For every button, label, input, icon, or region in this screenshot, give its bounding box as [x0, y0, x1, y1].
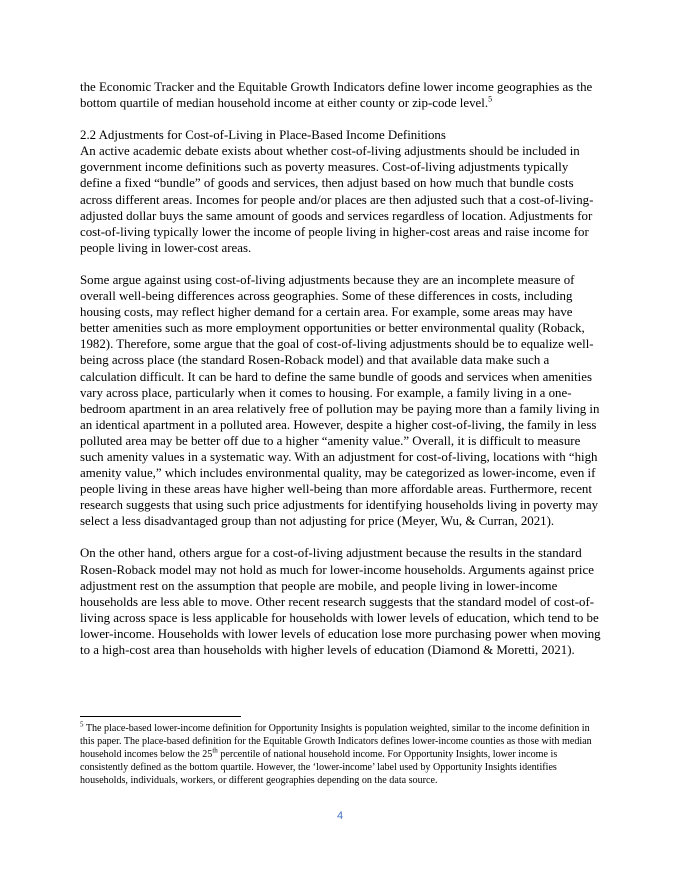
footnote-text-part-2: percentile of national household income. For Opportunity Insights, lower income is consistently defined as the bottom quartile. However, the ‘lower-income’ label used by Opportunity Insights identifies households, individuals, workers, or different geographies depending on the data source. — [80, 749, 558, 787]
footnote-text-part-1: The place-based lower-income definition for Opportunity Insights is population weighted, similar to the income definition in this paper. The place-based definition for the Equitable Growth Indicators defines lower-income counties as those with median household incomes below the 25 — [80, 723, 592, 761]
document-body — [80, 79, 602, 658]
footnote-separator — [80, 716, 241, 717]
body-paragraph-2: Some argue against using cost-of-living adjustments because they are an incomplete measure of overall well-being differences across geographies. Some of these differences in costs, including housing costs, may reflect higher demand for a certain area. For example, some areas may have better amenities such as more employment opportunities or better environmental quality (Roback, 1982). Therefore, some argue that the goal of cost-of-living adjustments should be to equalize well-being across place (the standard Rosen-Roback model) and that available data make such a calculation difficult. It can be hard to define the same bundle of goods and services when amenities vary across place, particularly when it comes to housing. For example, a family living in a one-bedroom apartment in an area relatively free of pollution may be paying more than a family living in an identical apartment in a polluted area. However, despite a higher cost-of-living, the family in less polluted area may be better off due to a higher “amenity value.” Overall, it is difficult to measure such amenity values in a systematic way. With an adjustment for cost-of-living, locations with “high amenity value,” which includes environmental quality, may be categorized as lower-income, even if people living in these areas have higher well-being than more affordable areas. Furthermore, recent research suggests that using such price adjustments for identifying households living in poverty may select a less disadvantaged group than not adjusting for price (Meyer, Wu, & Curran, 2021). — [80, 272, 600, 529]
footnote-marker: 5 — [80, 720, 84, 729]
footnote-reference[interactable]: 5 — [488, 94, 493, 104]
footnote-ordinal-superscript: th — [212, 746, 218, 755]
intro-paragraph — [80, 79, 602, 111]
intro-paragraph-text: the Economic Tracker and the Equitable Growth Indicators define lower income geographies as the bottom quartile of median household income at either county or zip-code level. — [80, 80, 593, 111]
body-paragraph-1: An active academic debate exists about whether cost-of-living adjustments should be included in government income definitions such as poverty measures. Cost-of-living adjustments typically define a fixed “bundle” of goods and services, then adjust based on how much that bundle costs across different areas. Incomes for people and/or places are then adjusted such that a cost-of-living-adjusted dollar buys the same amount of goods and services regardless of location. Adjustments for cost-of-living typically lower the income of people living in higher-cost areas and raise income for people living in lower-cost areas. — [80, 144, 594, 255]
page-number: 4 — [336, 810, 344, 822]
section-heading: 2.2 Adjustments for Cost-of-Living in Place-Based Income Definitions — [80, 128, 446, 143]
body-paragraph-3: On the other hand, others argue for a cost-of-living adjustment because the results in the standard Rosen-Roback model may not hold as much for lower-income households. Arguments against price adjustment rest on the assumption that people are mobile, and people living in lower-income households are less able to move. Other recent research suggests that the standard model of cost-of-living across space is less applicable for households with lower levels of education, which tend to be lower-income. Households with lower levels of education lose more purchasing power when moving to a high-cost area than households with higher levels of education (Diamond & Moretti, 2021). — [80, 546, 601, 657]
footnote — [80, 722, 602, 787]
